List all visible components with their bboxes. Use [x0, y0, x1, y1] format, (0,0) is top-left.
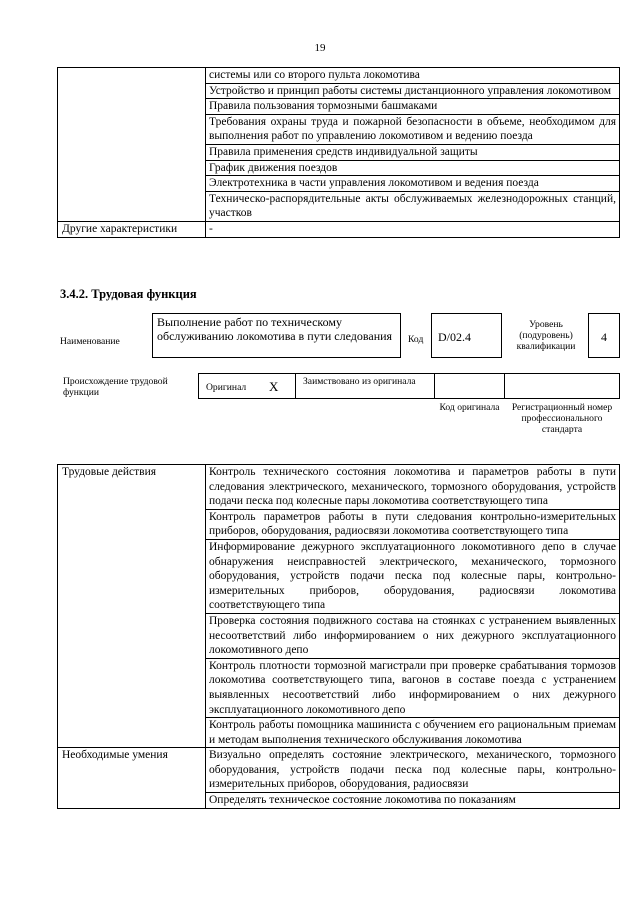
table-row: [58, 99, 620, 115]
group-item: Контроль технического состояния локомотива и параметров работы в пути следования электрического, механического, тормозного оборудования, устройств подачи песка под колесные пары локомотива соответствующего типа: [206, 465, 620, 510]
row-label: [58, 191, 206, 221]
name-label: Наименование: [60, 336, 120, 347]
row-text: Требования охраны труда и пожарной безопасности в объеме, необходимом для выполнения работ по управлению локомотивом и ведению поезда: [206, 114, 620, 144]
row-label: [58, 99, 206, 115]
row-label: Другие характеристики: [58, 221, 206, 237]
borrowed-label: Заимствовано из оригинала: [303, 376, 416, 387]
table-row: [58, 191, 620, 221]
origin-label: Происхождение трудовой функции: [63, 376, 168, 398]
group-label: Необходимые умения: [58, 748, 206, 808]
table-row: [58, 68, 620, 84]
row-label: [58, 160, 206, 176]
code-box: [431, 313, 502, 358]
table-row: [58, 465, 620, 510]
table-row: [58, 160, 620, 176]
row-label: [58, 176, 206, 192]
row-label: [58, 114, 206, 144]
row-text: Устройство и принцип работы системы дистанционного управления локомотивом: [206, 83, 620, 99]
row-text: График движения поездов: [206, 160, 620, 176]
section-title: 3.4.2. Трудовая функция: [60, 287, 197, 301]
group-item: Проверка состояния подвижного состава на стоянках с устранением выявленных несоответствий либо информированием о них дежурного эксплуатационного локомотивного депо: [206, 613, 620, 658]
row-text: Техническо-распорядительные акты обслуживаемых железнодорожных станций, участков: [206, 191, 620, 221]
table-row: [58, 83, 620, 99]
row-label: [58, 83, 206, 99]
code-label: Код: [408, 334, 424, 345]
group-item: Контроль параметров работы в пути следования контрольно-измерительных приборов, оборудования, радиосвязи локомотива соответствующего типа: [206, 509, 620, 539]
level-value: 4: [601, 330, 607, 344]
table-row: [58, 144, 620, 160]
group-item: Визуально определять состояние электрического, механического, тормозного оборудования, устройств подачи песка под колесные пары, контрольно-измерительных приборов, оборудования, радиосвязи: [206, 748, 620, 793]
group-item: Определять техническое состояние локомотива по показаниям: [206, 793, 620, 809]
page-number: 19: [314, 42, 326, 54]
row-text: -: [206, 221, 620, 237]
group-item: Контроль работы помощника машиниста с обучением его рациональным приемам и методам выполнения технического обслуживания локомотива: [206, 718, 620, 748]
code-original-box: [434, 373, 505, 399]
row-text: Правила применения средств индивидуальной защиты: [206, 144, 620, 160]
knowledge-table-continuation: [57, 67, 620, 238]
table-row: [58, 114, 620, 144]
group-item: Информирование дежурного эксплуатационного локомотивного депо в случае обнаружения неисправностей электрического, механического, тормозного оборудования, устройств подачи песка под колесные пары, контрольно-измерительных приборов, оборудования, радиосвязи локомотива соответствующего типа: [206, 539, 620, 613]
table-row: [58, 176, 620, 192]
row-text: Электротехника в части управления локомотивом и ведения поезда: [206, 176, 620, 192]
group-item: Контроль плотности тормозной магистрали при проверке срабатывания тормозов локомотива соответствующего типа, вагонов в составе поезда с устранением выявленных несоответствий либо информированием о них дежурного эксплуатационного локомотивного депо: [206, 658, 620, 717]
level-box: [588, 313, 620, 358]
borrowed-box: [295, 373, 435, 399]
labor-function-table: [57, 464, 620, 809]
row-text: системы или со второго пульта локомотива: [206, 68, 620, 84]
reg-number-box: [504, 373, 620, 399]
original-mark: X: [269, 379, 279, 394]
function-name-value: Выполнение работ по техническому обслуживанию локомотива в пути следования: [157, 315, 393, 343]
row-label: [58, 144, 206, 160]
table-row: [58, 748, 620, 793]
row-label: [58, 68, 206, 84]
function-name-box: [152, 313, 401, 358]
row-text: Правила пользования тормозными башмаками: [206, 99, 620, 115]
code-original-caption: Код оригинала: [439, 402, 500, 413]
original-label: Оригинал: [206, 382, 247, 393]
level-label: Уровень (подуровень) квалификации: [516, 319, 576, 352]
group-label: Трудовые действия: [58, 465, 206, 748]
reg-number-caption: Регистрационный номер профессионального стандарта: [511, 402, 613, 435]
original-box: [198, 373, 296, 399]
table-row: [58, 221, 620, 237]
code-value: D/02.4: [438, 330, 471, 344]
